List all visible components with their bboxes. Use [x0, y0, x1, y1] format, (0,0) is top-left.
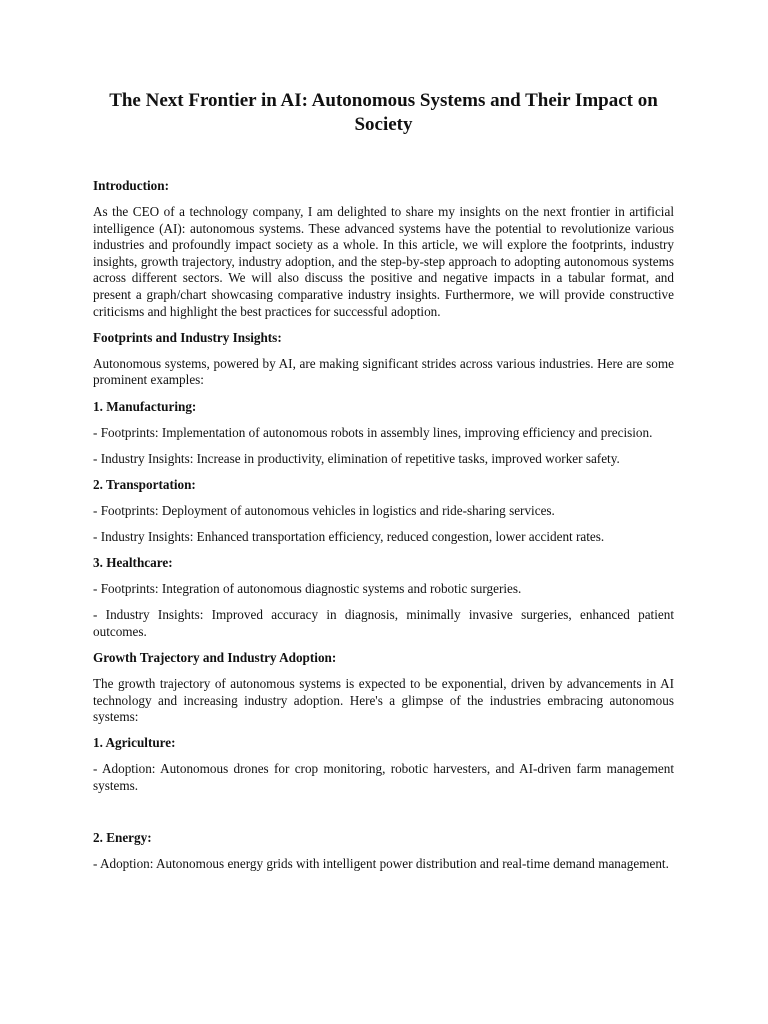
document-page — [93, 89, 674, 882]
agriculture-heading: 1. Agriculture: — [93, 735, 176, 751]
manufacturing-heading: 1. Manufacturing: — [93, 398, 197, 414]
manufacturing-insights: - Industry Insights: Increase in productivity, elimination of repetitive tasks, improved worker safety. — [93, 450, 620, 466]
footprints-heading: Footprints and Industry Insights: — [93, 329, 282, 345]
transportation-insights: - Industry Insights: Enhanced transportation efficiency, reduced congestion, lower accident rates. — [93, 529, 605, 544]
growth-heading: Growth Trajectory and Industry Adoption: — [93, 649, 337, 665]
document-title: The Next Frontier in AI: Autonomous Systems and Their Impact on Society — [109, 90, 658, 135]
intro-paragraph: As the CEO of a technology company, I am delighted to share my insights on the next frontier in artificial intelligence (AI): autonomous systems. These advanced systems have the potential to revolutionize various industries and profoundly impact society as a whole. In this article, we will explore the footprints, industry insights, growth trajectory, industry adoption, and the step-by-step approach to adopting autonomous systems across different sectors. We will also discuss the positive and negative impacts in a tabular format, and present a graph/chart showcasing comparative industry insights. Furthermore, we will provide constructive criticisms and highlight the best practices for successful adoption. — [93, 204, 674, 319]
transportation-footprints: - Footprints: Deployment of autonomous vehicles in logistics and ride-sharing services. — [93, 502, 555, 518]
growth-paragraph: The growth trajectory of autonomous systems is expected to be exponential, driven by advancements in AI technology and increasing industry adoption. Here's a glimpse of the industries embracing autonomous systems: — [93, 676, 674, 725]
transportation-heading: 2. Transportation: — [93, 476, 196, 492]
intro-heading: Introduction: — [93, 178, 169, 193]
manufacturing-footprints: - Footprints: Implementation of autonomous robots in assembly lines, improving efficiency and precision. — [93, 424, 653, 440]
healthcare-heading: 3. Healthcare: — [93, 555, 173, 571]
healthcare-insights: - Industry Insights: Improved accuracy in diagnosis, minimally invasive surgeries, enhanced patient outcomes. — [93, 607, 674, 639]
healthcare-footprints: - Footprints: Integration of autonomous diagnostic systems and robotic surgeries. — [93, 581, 522, 597]
footprints-paragraph: Autonomous systems, powered by AI, are making significant strides across various industries. Here are some prominent examples: — [93, 355, 674, 388]
energy-adoption: - Adoption: Autonomous energy grids with intelligent power distribution and real-time demand management. — [93, 855, 669, 871]
agriculture-adoption: - Adoption: Autonomous drones for crop monitoring, robotic harvesters, and AI-driven farm management systems. — [93, 761, 674, 794]
energy-heading: 2. Energy: — [93, 829, 152, 845]
